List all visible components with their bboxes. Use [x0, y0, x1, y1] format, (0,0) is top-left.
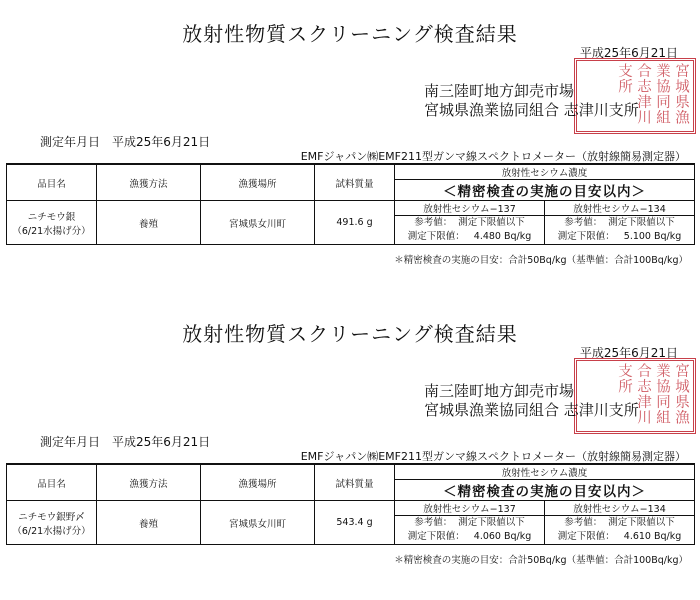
- header-item: 品目名: [7, 464, 97, 501]
- ref-value: 測定下限値以下: [458, 217, 525, 228]
- limit-label: 測定下限値：: [407, 531, 465, 542]
- header-method: 漁獲方法: [97, 164, 201, 201]
- issuer-market: 南三陸町地方卸売市場: [424, 82, 575, 100]
- ref-label: 参考値：: [564, 517, 603, 528]
- header-concentration: 放射性セシウム濃度: [395, 164, 695, 180]
- ref-label: 参考値：: [414, 217, 453, 228]
- seal-text: 宮城県漁業協同組合志津川支所: [616, 63, 689, 125]
- sample-mass: 543.4 g: [315, 501, 395, 545]
- limit-label: 測定下限値：: [557, 531, 615, 542]
- issue-date: 平成25年6月21日: [579, 346, 678, 360]
- issuer-coop: 宮城県漁業協同組合 志津川支所: [424, 401, 639, 419]
- item-name-sub: （6/21水揚げ分）: [12, 525, 91, 537]
- ref-label: 参考値：: [414, 517, 453, 528]
- cs134-limit: 5.100 Bq/kg: [623, 231, 682, 242]
- ref-value: 測定下限値以下: [608, 517, 675, 528]
- item-name-main: ニチモウ銀野〆: [18, 511, 85, 523]
- seal-text: 宮城県漁業協同組合志津川支所: [616, 363, 689, 425]
- item-name: [7, 201, 97, 245]
- footnote: ＊精密検査の実施の目安：合計50Bq/kg（基準値：合計100Bq/kg）: [394, 255, 688, 266]
- item-name: [7, 501, 97, 545]
- header-guide: ＜精密検査の実施の目安以内＞: [395, 480, 695, 501]
- item-name-sub: （6/21水揚げ分）: [12, 225, 91, 237]
- header-cs137: 放射性セシウム−137: [395, 501, 545, 516]
- sample-mass: 491.6 g: [315, 201, 395, 245]
- results-table: [6, 163, 695, 245]
- issuer: [424, 382, 639, 420]
- header-cs137: 放射性セシウム−137: [395, 201, 545, 216]
- cs134-result: [545, 516, 695, 545]
- limit-label: 測定下限値：: [407, 231, 465, 242]
- catch-method: 養殖: [97, 201, 201, 245]
- header-mass: 試料質量: [315, 464, 395, 501]
- ref-value: 測定下限値以下: [608, 217, 675, 228]
- header-guide: ＜精密検査の実施の目安以内＞: [395, 180, 695, 201]
- issue-date: 平成25年6月21日: [579, 46, 678, 60]
- measurement-date: 測定年月日 平成25年6月21日: [40, 435, 211, 449]
- header-place: 漁獲場所: [201, 164, 315, 201]
- header-method: 漁獲方法: [97, 464, 201, 501]
- cs134-limit: 4.610 Bq/kg: [623, 531, 682, 542]
- cs137-result: [395, 516, 545, 545]
- footnote: ＊精密検査の実施の目安：合計50Bq/kg（基準値：合計100Bq/kg）: [394, 555, 688, 566]
- header-cs134: 放射性セシウム−134: [545, 201, 695, 216]
- cs137-result: [395, 216, 545, 245]
- device-name: EMFジャパン㈱EMF211型ガンマ線スペクトロメーター（放射線簡易測定器）: [300, 450, 686, 463]
- catch-method: 養殖: [97, 501, 201, 545]
- report-2: [0, 300, 700, 600]
- report-title: 放射性物質スクリーニング検査結果: [182, 322, 518, 346]
- device-name: EMFジャパン㈱EMF211型ガンマ線スペクトロメーター（放射線簡易測定器）: [300, 150, 686, 163]
- results-table: [6, 463, 695, 545]
- header-concentration: 放射性セシウム濃度: [395, 464, 695, 480]
- issuer-market: 南三陸町地方卸売市場: [424, 382, 575, 400]
- item-name-main: ニチモウ銀: [27, 211, 76, 223]
- header-item: 品目名: [7, 164, 97, 201]
- ref-value: 測定下限値以下: [458, 517, 525, 528]
- measurement-date: 測定年月日 平成25年6月21日: [40, 135, 211, 149]
- catch-place: 宮城県女川町: [201, 501, 315, 545]
- cs137-limit: 4.480 Bq/kg: [473, 231, 532, 242]
- report-title: 放射性物質スクリーニング検査結果: [182, 22, 518, 46]
- cs134-result: [545, 216, 695, 245]
- header-cs134: 放射性セシウム−134: [545, 501, 695, 516]
- ref-label: 参考値：: [564, 217, 603, 228]
- issuer: [424, 82, 639, 120]
- catch-place: 宮城県女川町: [201, 201, 315, 245]
- cs137-limit: 4.060 Bq/kg: [473, 531, 532, 542]
- issuer-coop: 宮城県漁業協同組合 志津川支所: [424, 101, 639, 119]
- limit-label: 測定下限値：: [557, 231, 615, 242]
- header-mass: 試料質量: [315, 164, 395, 201]
- header-place: 漁獲場所: [201, 464, 315, 501]
